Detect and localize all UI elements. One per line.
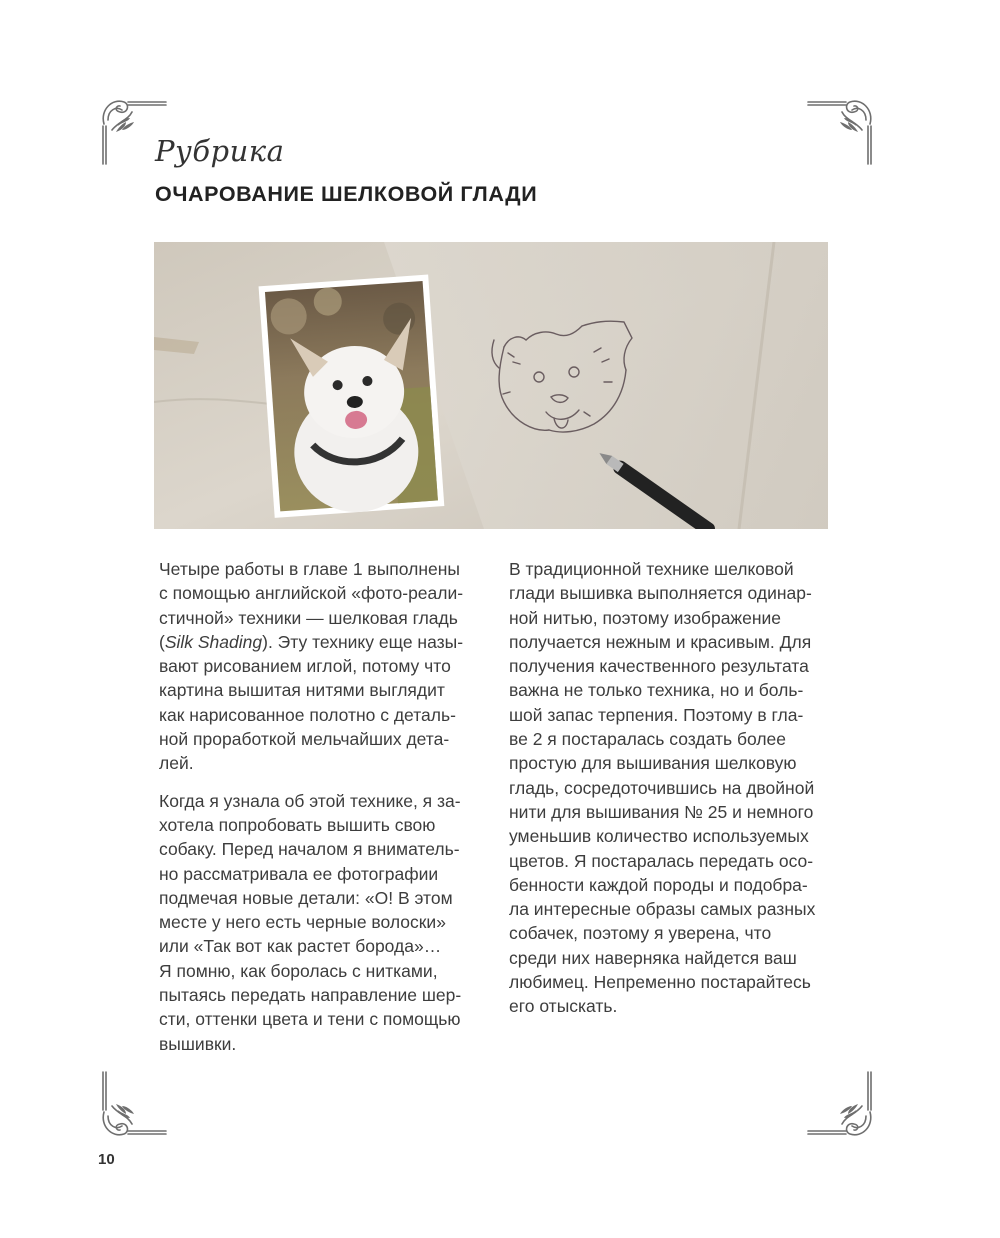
text-line: глади вышивка выполняется одинар-	[509, 583, 812, 604]
text-line: подмечая новые детали: «О! В этом	[159, 887, 453, 908]
left-paragraph-1	[159, 557, 484, 776]
text-line: ве 2 я постаралась создать более	[509, 729, 787, 750]
left-paragraph-2	[159, 789, 484, 1056]
text-line: В традиционной технике шелковой	[509, 559, 794, 579]
text-line: простую для вышивания шелковую	[509, 753, 797, 774]
text-line: нити для вышивания № 25 и немного	[509, 801, 814, 822]
text-line: вают рисованием иглой, потому что	[159, 656, 451, 677]
dog-photo-with-sketch-image	[154, 242, 828, 529]
text-line: ной нитью, поэтому изображение	[509, 607, 782, 628]
text-line: лей.	[159, 753, 194, 774]
section-rubric: Рубрика	[155, 134, 285, 168]
left-text-column	[159, 557, 484, 1069]
text-line: ла интересные образы самых разных	[509, 899, 816, 920]
text-line: с помощью английской «фото-реали-	[159, 583, 464, 604]
text-line: Когда я узнала об этой технике, я за-	[159, 790, 461, 811]
text-line: стичной» техники — шелковая гладь	[159, 607, 458, 628]
text-line: Я помню, как боролась с нитками,	[159, 960, 438, 981]
text-line: собачек, поэтому я уверена, что	[509, 923, 772, 944]
text-line: важна не только техника, но и боль-	[509, 680, 804, 701]
text-line: бенности каждой породы и подобра-	[509, 874, 808, 895]
text-fragment: ). Эту технику еще назы-	[262, 631, 464, 652]
text-line	[159, 630, 484, 654]
text-line: его отыскать.	[509, 996, 618, 1017]
corner-ornament-top-right-icon	[806, 96, 876, 166]
text-line: картина вышитая нитями выглядит	[159, 680, 445, 701]
text-line: пытаясь передать направление шер-	[159, 985, 462, 1006]
text-line: Четыре работы в главе 1 выполнены	[159, 559, 460, 579]
text-line: или «Так вот как растет борода»…	[159, 936, 442, 957]
text-line: хотела попробовать вышить свою	[159, 814, 436, 835]
text-line: получения качественного результата	[509, 656, 809, 677]
text-line: собаку. Перед началом я вниматель-	[159, 839, 460, 860]
page-title: ОЧАРОВАНИЕ ШЕЛКОВОЙ ГЛАДИ	[155, 182, 538, 206]
right-text-column	[509, 557, 834, 1032]
text-line: уменьшив количество используемых	[509, 826, 809, 847]
text-line: как нарисованное полотно с деталь-	[159, 704, 456, 725]
text-line: любимец. Непременно постарайтесь	[509, 972, 811, 993]
text-line: месте у него есть черные волоски»	[159, 912, 446, 933]
corner-ornament-bottom-right-icon	[806, 1070, 876, 1140]
text-line: но рассматривала ее фотографии	[159, 863, 439, 884]
page-number: 10	[98, 1151, 115, 1168]
text-line: сти, оттенки цвета и тени с помощью	[159, 1009, 461, 1030]
text-fragment: (	[159, 631, 165, 652]
silk-shading-term: Silk Shading	[164, 631, 263, 652]
corner-ornament-bottom-left-icon	[98, 1070, 168, 1140]
text-line: вышивки.	[159, 1033, 237, 1054]
right-paragraph-1	[509, 557, 834, 1019]
text-line: ной проработкой мельчайших дета-	[159, 729, 450, 750]
text-line: цветов. Я постаралась передать осо-	[509, 850, 814, 871]
text-line: шой запас терпения. Поэтому в гла-	[509, 704, 804, 725]
text-line: гладь, сосредоточившись на двойной	[509, 777, 815, 798]
text-line: получается нежным и красивым. Для	[509, 631, 812, 652]
text-line: среди них наверняка найдется ваш	[509, 947, 797, 968]
